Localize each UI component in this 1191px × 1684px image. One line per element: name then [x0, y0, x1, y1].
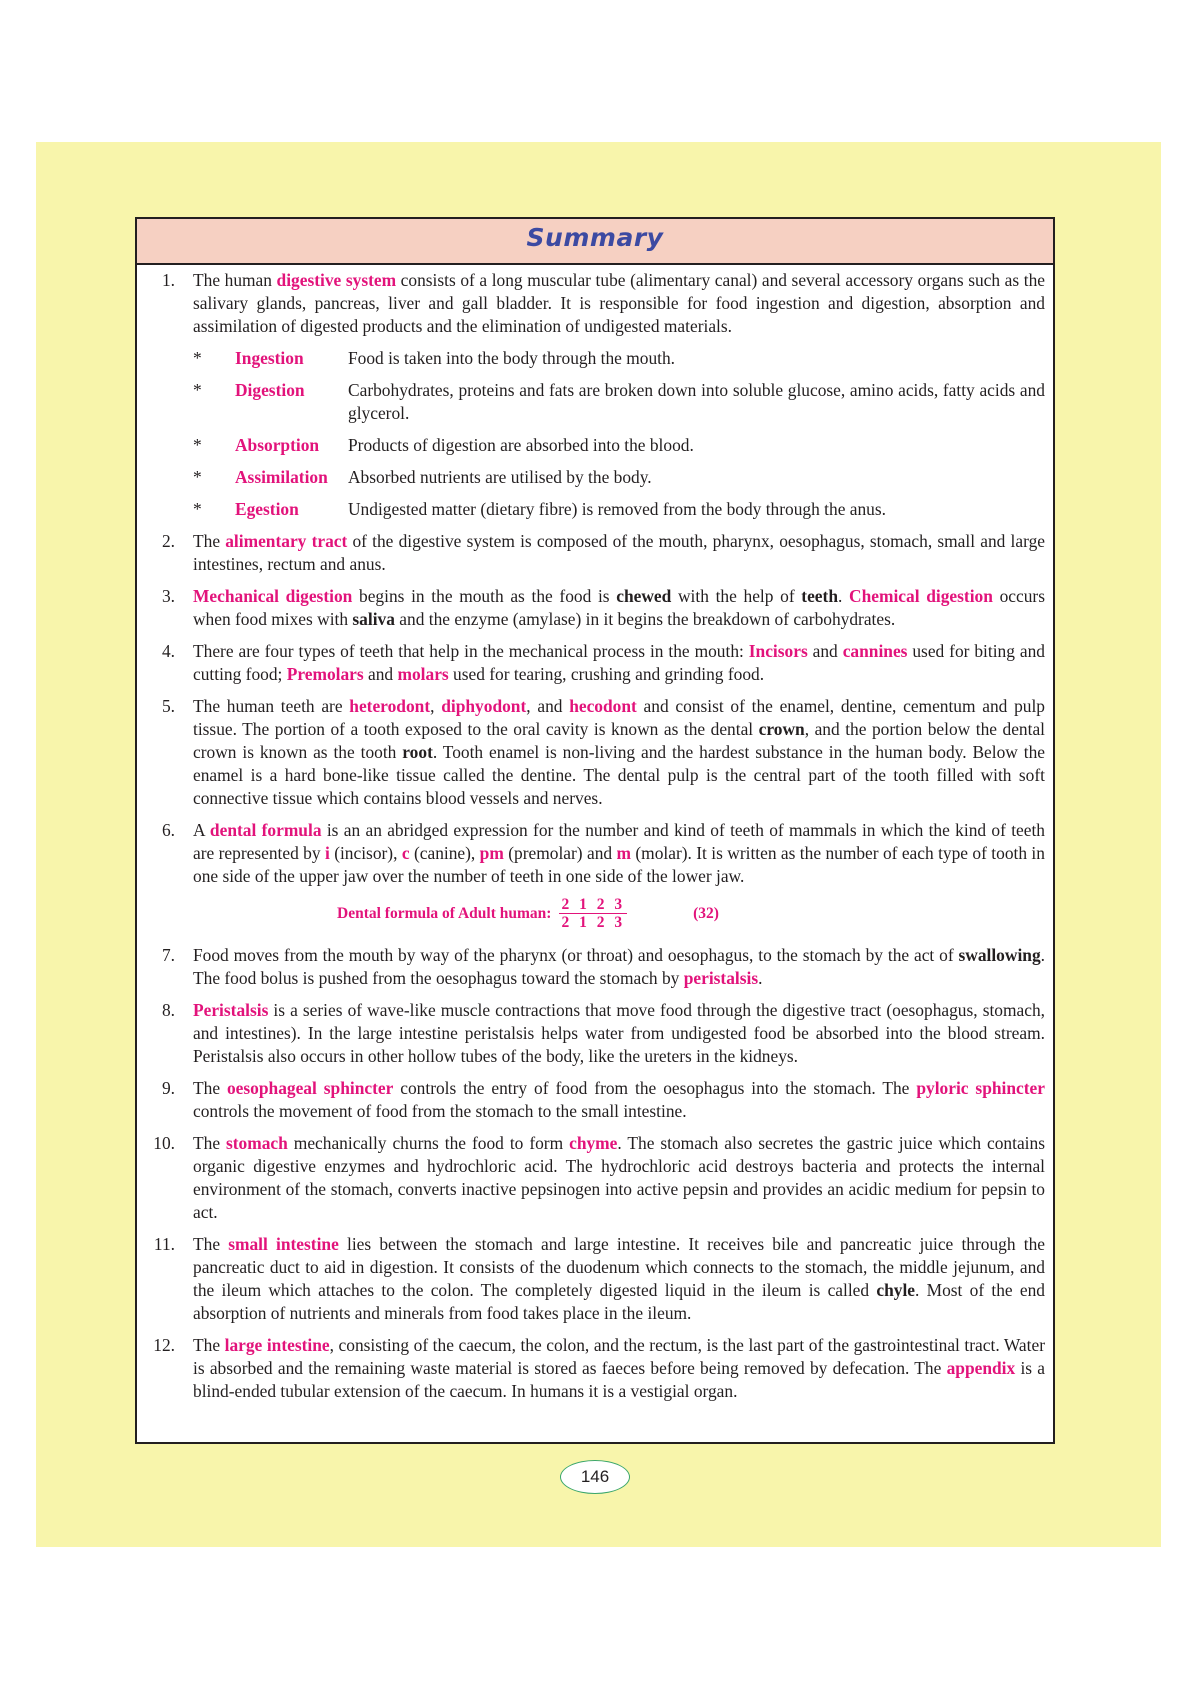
key-term: Mechanical digestion	[193, 586, 353, 606]
key-term: heterodont	[349, 696, 431, 716]
summary-item-1	[147, 269, 1045, 521]
item-number: 8.	[161, 1000, 175, 1020]
formula-tooth-count: (32)	[693, 905, 719, 922]
key-term: Chemical digestion	[849, 586, 993, 606]
key-term: chyme	[569, 1133, 618, 1153]
key-term: dental formula	[209, 820, 322, 840]
key-term: digestive system	[276, 270, 397, 290]
summary-item-7	[147, 944, 1045, 990]
sub-desc: Absorbed nutrients are utilised by the body.	[348, 467, 652, 487]
item-body: The small intestine lies between the stomach and large intestine. It receives bile and pancreatic juice through the pancreatic duct to aid in digestion. It consists of the duodenum which connects to the stomach, the middle jejunum, and the ileum which attaches to the colon. The completely digested liquid in the ileum is called chyle. Most of the end absorption of nutrients and minerals from food takes place in the ileum.	[193, 1234, 1046, 1323]
item-number: 2.	[161, 531, 175, 551]
sub-item-assimilation: * Assimilation Absorbed nutrients are utilised by the body.	[193, 466, 1045, 489]
sub-term: Ingestion	[235, 348, 304, 368]
summary-item-12	[147, 1334, 1045, 1403]
formula-fraction	[559, 897, 627, 930]
item-body: A dental formula is an an abridged expression for the number and kind of teeth of mammals in which the kind of teeth are represented by i (incisor), c (canine), pm (premolar) and m (molar). It is written as the number of each type of tooth in one side of the upper jaw over the number of teeth in one side of the lower jaw.	[193, 820, 1045, 886]
sub-term: Absorption	[235, 435, 320, 455]
sub-desc: Products of digestion are absorbed into the blood.	[348, 435, 694, 455]
item-number: 10.	[153, 1133, 175, 1153]
item-number: 5.	[161, 696, 175, 716]
key-term: Incisors	[748, 641, 808, 661]
summary-item-8	[147, 999, 1045, 1068]
sub-item-egestion: * Egestion Undigested matter (dietary fibre) is removed from the body through the anus.	[193, 498, 1045, 521]
item-body: Mechanical digestion begins in the mouth as the food is chewed with the help of teeth. Chemical digestion occurs when food mixes with saliva and the enzyme (amylase) in it begins the breakdown of carbohydrates.	[193, 586, 1045, 629]
key-term: Peristalsis	[193, 1000, 269, 1020]
item-body: The alimentary tract of the digestive system is composed of the mouth, pharynx, oesophagus, stomach, small and large intestines, rectum and anus.	[193, 531, 1045, 574]
item-number: 4.	[161, 641, 175, 661]
sub-term: Digestion	[235, 380, 305, 400]
item-body: The stomach mechanically churns the food to form chyme. The stomach also secretes the gastric juice which contains organic digestive enzymes and hydrochloric acid. The hydrochloric acid destroys bacteria and protects the internal environment of the stomach, converts inactive pepsinogen into active pepsin and provides an acidic medium for pepsin to act.	[193, 1133, 1045, 1222]
key-term: molars	[397, 664, 449, 684]
item-number: 11.	[153, 1234, 175, 1254]
formula-numerator: 2 1 2 3	[561, 896, 626, 913]
summary-box	[135, 217, 1055, 1444]
sub-desc: Food is taken into the body through the mouth.	[348, 348, 676, 368]
summary-content	[137, 265, 1053, 1403]
sub-term: Assimilation	[235, 467, 328, 487]
summary-item-6	[147, 819, 1045, 888]
key-term: stomach	[226, 1133, 288, 1153]
summary-item-5	[147, 695, 1045, 810]
summary-item-4	[147, 640, 1045, 686]
sub-item-absorption: * Absorption Products of digestion are absorbed into the blood.	[193, 434, 1045, 457]
key-term: m	[616, 843, 631, 863]
summary-item-9	[147, 1077, 1045, 1123]
item-body: The large intestine, consisting of the caecum, the colon, and the rectum, is the last part of the gastrointestinal tract. Water is absorbed and the remaining waste material is stored as faeces before being removed by defecation. The appendix is a blind-ended tubular extension of the caecum. In humans it is a vestigial organ.	[193, 1335, 1046, 1401]
key-term: hecodont	[569, 696, 637, 716]
dental-formula	[147, 897, 1045, 930]
key-term: oesophageal sphincter	[226, 1078, 394, 1098]
item-body: There are four types of teeth that help in the mechanical process in the mouth: Incisors and cannines used for biting and cutting food; Premolars and molars used for tearing, crushing and grinding food.	[193, 641, 1045, 684]
key-term: cannines	[842, 641, 908, 661]
key-term: appendix	[946, 1358, 1016, 1378]
item-body: The human digestive system consists of a long muscular tube (alimentary canal) and several accessory organs such as the salivary glands, pancreas, liver and gall bladder. It is responsible for food ingestion and digestion, absorption and assimilation of digested products and the elimination of undigested materials. * Ingestion Food is taken into the body through the mouth. * Digestion Carbohydrates, proteins and fats are broken down into soluble glucose, amino acids, fatty acids and glycerol. * Absorption Products of digestion are absorbed into the blood. * Assimilation Absorbed nutrients are utilised by the body. * Egestion Undigested matter (dietary fibre) is removed from the body through the anus.	[193, 270, 1045, 519]
key-term: c	[401, 843, 410, 863]
item-number: 6.	[161, 820, 175, 840]
key-term: small intestine	[228, 1234, 339, 1254]
key-term: pm	[479, 843, 504, 863]
summary-header	[137, 219, 1053, 265]
item-number: 1.	[161, 270, 175, 290]
formula-denominator: 2 1 2 3	[561, 914, 626, 931]
key-term: large intestine	[224, 1335, 330, 1355]
key-term: pyloric sphincter	[916, 1078, 1045, 1098]
item-body: The oesophageal sphincter controls the entry of food from the oesophagus into the stomach. The pyloric sphincter controls the movement of food from the stomach to the small intestine.	[193, 1078, 1045, 1121]
item-number: 12.	[153, 1335, 175, 1355]
formula-label: Dental formula of Adult human:	[337, 905, 552, 922]
summary-item-11	[147, 1233, 1045, 1325]
item-number: 7.	[161, 945, 175, 965]
summary-item-3	[147, 585, 1045, 631]
key-term: diphyodont	[441, 696, 527, 716]
item-number: 3.	[161, 586, 175, 606]
item-body: Food moves from the mouth by way of the pharynx (or throat) and oesophagus, to the stomach by the act of swallowing. The food bolus is pushed from the oesophagus toward the stomach by peristalsis.	[193, 945, 1045, 988]
key-term: i	[324, 843, 330, 863]
item-body: The human teeth are heterodont, diphyodont, and hecodont and consist of the enamel, dentine, cementum and pulp tissue. The portion of a tooth exposed to the oral cavity is known as the dental crown, and the portion below the dental crown is known as the tooth root. Tooth enamel is non-living and the hardest substance in the human body. Below the enamel is a hard bone-like tissue called the dentine. The dental pulp is the central part of the tooth filled with soft connective tissue which contains blood vessels and nerves.	[193, 696, 1046, 808]
item-number: 9.	[161, 1078, 175, 1098]
item-body: Peristalsis is a series of wave-like muscle contractions that move food through the digestive tract (oesophagus, stomach, and intestines). In the large intestine peristalsis helps water from undigested food be absorbed into the blood stream. Peristalsis also occurs in other hollow tubes of the body, like the ureters in the kidneys.	[193, 1000, 1045, 1066]
summary-title: Summary	[526, 223, 664, 252]
sub-item-digestion: * Digestion Carbohydrates, proteins and fats are broken down into soluble glucose, amino acids, fatty acids and glycerol.	[193, 380, 1045, 423]
key-term: peristalsis	[683, 968, 759, 988]
summary-item-10	[147, 1132, 1045, 1224]
summary-item-2	[147, 530, 1045, 576]
key-term: alimentary tract	[225, 531, 348, 551]
key-term: Premolars	[286, 664, 364, 684]
sub-desc: Undigested matter (dietary fibre) is removed from the body through the anus.	[348, 499, 886, 519]
sub-desc: Carbohydrates, proteins and fats are broken down into soluble glucose, amino acids, fatty acids and glycerol.	[348, 380, 1045, 423]
sub-item-ingestion: * Ingestion Food is taken into the body through the mouth.	[193, 347, 1045, 370]
sub-term: Egestion	[235, 499, 299, 519]
page-number: 146	[560, 1460, 630, 1494]
